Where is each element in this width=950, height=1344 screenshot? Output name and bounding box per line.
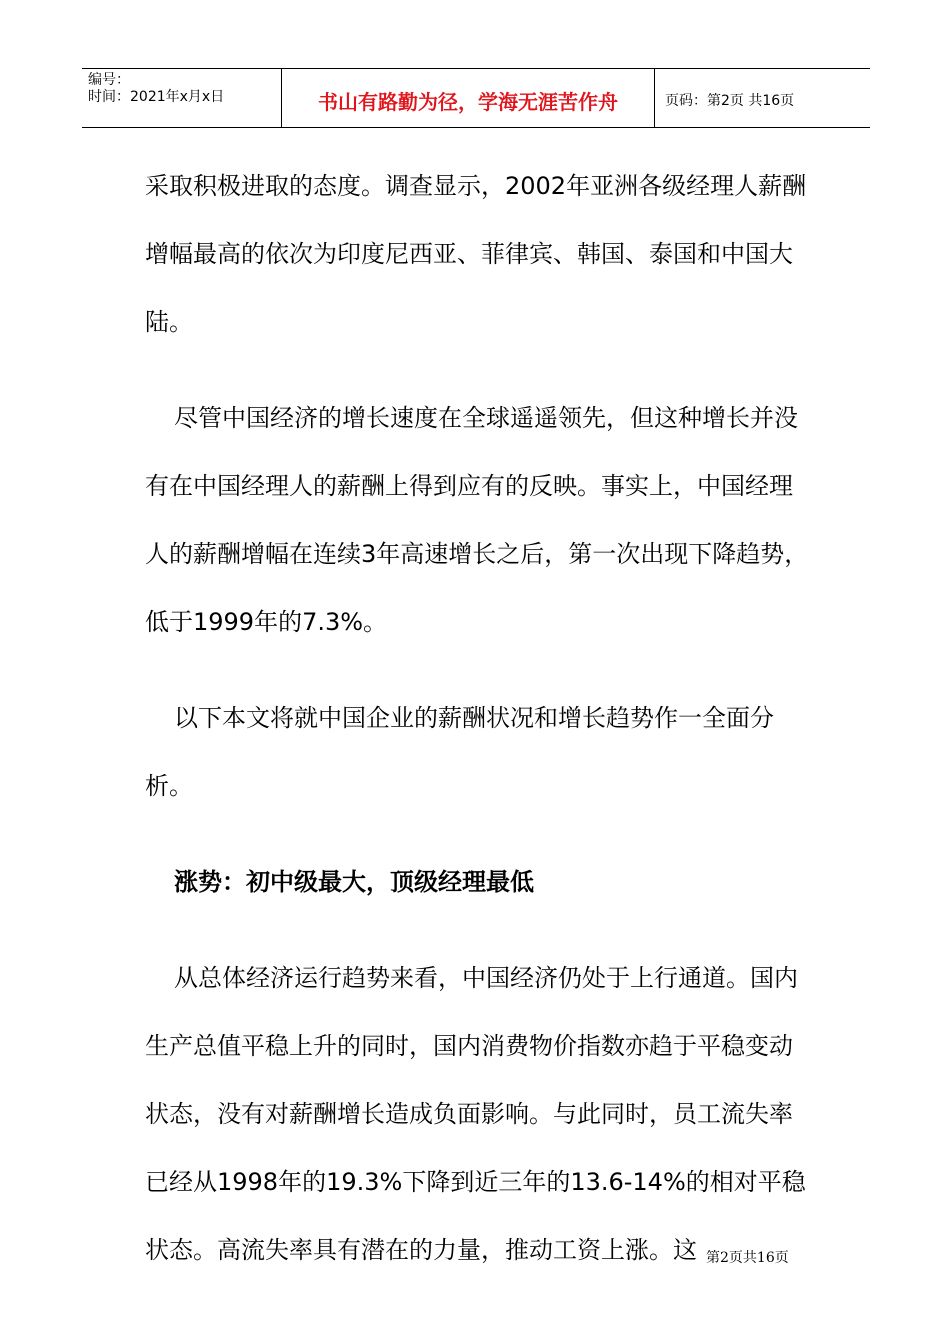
header-motto: 书山有路勤为径，学海无涯苦作舟 [282, 69, 655, 127]
header-page-info: 页码：第2页 共16页 [665, 93, 795, 109]
header-meta-cell [82, 69, 282, 127]
page-header [82, 68, 870, 128]
paragraph-1: 采取积极进取的态度。调查显示，2002年亚洲各级经理人薪酬增幅最高的依次为印度尼西亚、菲律宾、韩国、泰国和中国大陆。 [145, 172, 807, 336]
page-footer: 第2页共16页 [706, 1250, 789, 1266]
paragraph-3: 以下本文将就中国企业的薪酬状况和增长趋势作一全面分析。 [145, 704, 774, 800]
section-heading: 涨势：初中级最大，顶级经理最低 [174, 868, 534, 896]
paragraph-4: 从总体经济运行趋势来看，中国经济仍处于上行通道。国内生产总值平稳上升的同时，国内消费物价指数亦趋于平稳变动状态，没有对薪酬增长造成负面影响。与此同时，员工流失率已经从1998年的19.3%下降到近三年的13.6-14%的相对平稳状态。高流失率具有潜在的力量，推动工资上涨。这 [145, 964, 806, 1264]
document-time-label: 时间：2021年x月x日 [88, 89, 225, 105]
paragraph-2: 尽管中国经济的增长速度在全球遥遥领先，但这种增长并没有在中国经理人的薪酬上得到应有的反映。事实上，中国经理人的薪酬增幅在连续3年高速增长之后，第一次出现下降趋势，低于1999年的7.3%。 [145, 404, 809, 636]
document-number-label: 编号： [88, 72, 130, 88]
document-body [145, 152, 813, 1312]
